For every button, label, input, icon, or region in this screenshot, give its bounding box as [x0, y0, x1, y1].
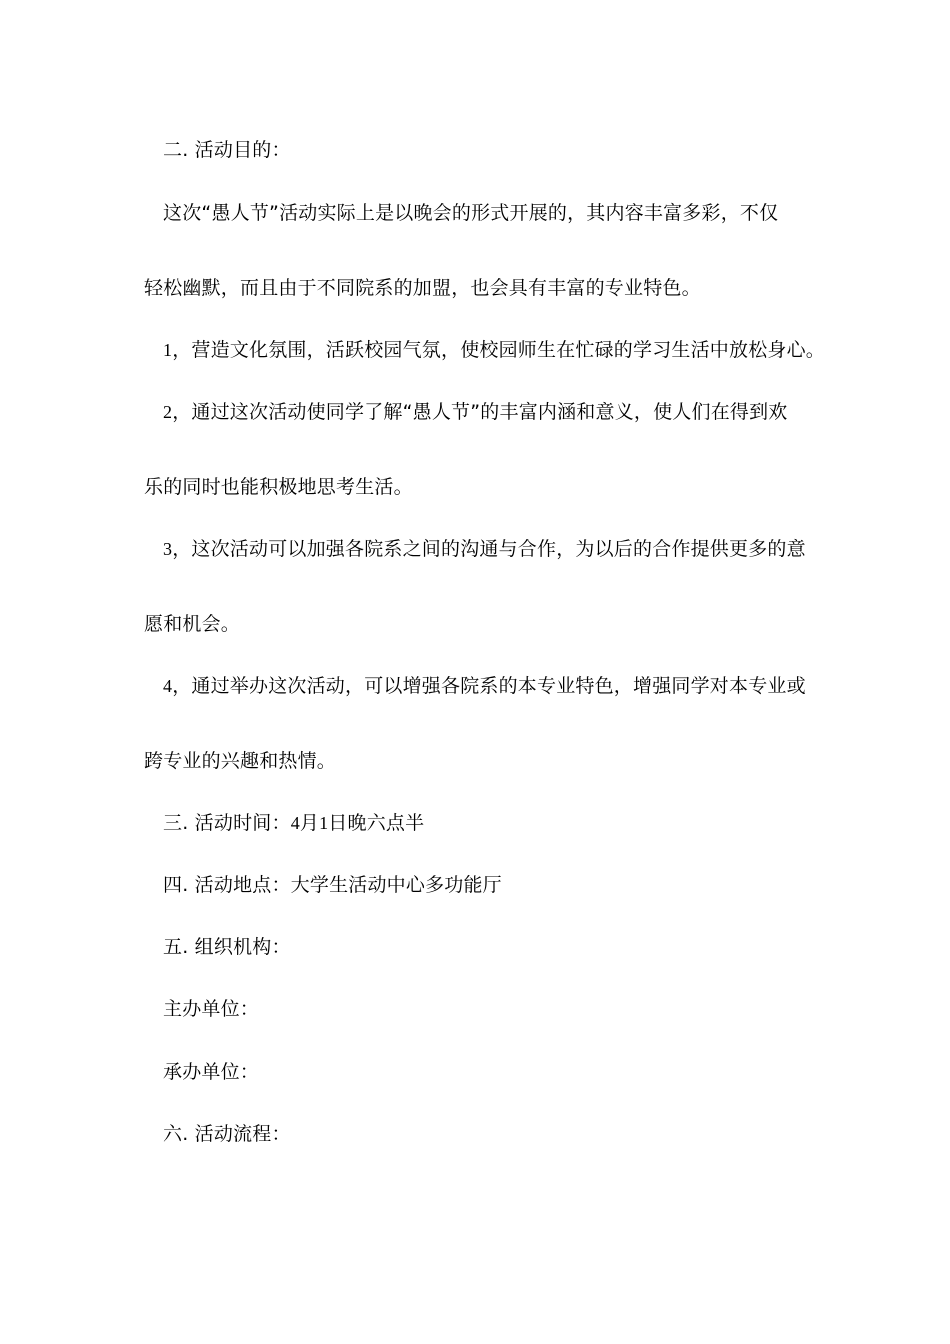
item4-number: 4	[163, 676, 173, 696]
purpose-item-4-cont: 跨专业的兴趣和热情。	[144, 750, 337, 772]
host-unit: 主办单位：	[163, 998, 260, 1020]
purpose-item-3-cont: 愿和机会。	[144, 613, 241, 635]
purpose-item-3	[163, 537, 806, 561]
section3-month-number: 4	[290, 813, 300, 833]
section3-time	[163, 811, 424, 835]
section2-heading: 二. 活动目的：	[163, 139, 291, 161]
purpose-intro-line1: 这次“愚人节”活动实际上是以晚会的形式开展的，其内容丰富多彩，不仅	[163, 202, 779, 224]
section3-time-rest: 日晚六点半	[328, 812, 425, 834]
purpose-item-2-cont: 乐的同时也能积极地思考生活。	[144, 476, 413, 498]
item2-number: 2	[163, 402, 173, 422]
purpose-intro-line2: 轻松幽默，而且由于不同院系的加盟，也会具有丰富的专业特色。	[144, 277, 701, 299]
section6-process: 六. 活动流程：	[163, 1123, 291, 1145]
item4-text: ，通过举办这次活动，可以增强各院系的本专业特色，增强同学对本专业或	[172, 675, 806, 697]
item3-text: ，这次活动可以加强各院系之间的沟通与合作，为以后的合作提供更多的意	[172, 538, 806, 560]
purpose-item-2	[163, 400, 788, 424]
section3-day-number: 1	[319, 813, 329, 833]
section3-month-word: 月	[299, 812, 320, 834]
section4-location: 四. 活动地点：大学生活动中心多功能厅	[163, 874, 502, 896]
purpose-item-1	[163, 338, 825, 362]
purpose-item-4	[163, 674, 806, 698]
item2-text: ，通过这次活动使同学了解“愚人节”的丰富内涵和意义，使人们在得到欢	[172, 401, 788, 423]
section3-label: 三. 活动时间：	[163, 812, 291, 834]
item3-number: 3	[163, 539, 173, 559]
organizer-unit: 承办单位：	[163, 1061, 260, 1083]
section5-organization: 五. 组织机构：	[163, 936, 291, 958]
item1-number: 1	[163, 340, 173, 360]
item1-text: ，营造文化氛围，活跃校园气氛，使校园师生在忙碌的学习生活中放松身心。	[172, 339, 826, 361]
